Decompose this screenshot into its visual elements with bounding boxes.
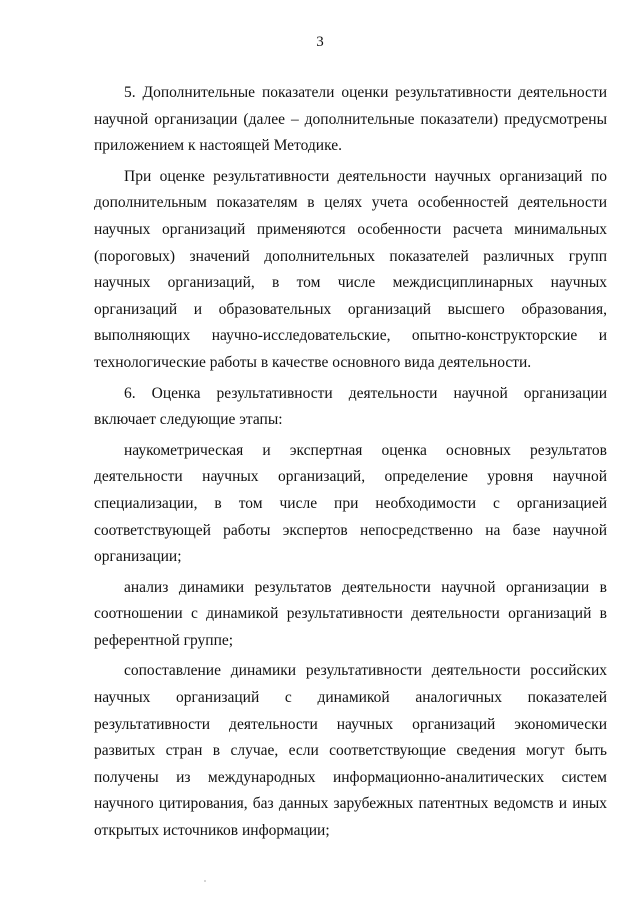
document-body xyxy=(94,80,607,849)
paragraph-assessment-specifics: При оценке результативности деятельности научных организаций по дополнительным показателям в целях учета особенностей деятельности научных организаций применяются особенности расчета минимальных (пороговых) значений дополнительных показателей различных групп научных организаций, в том числе междисциплинарных научных организаций и образовательных организаций высшего образования, выполняющих научно-исследовательские, опытно-конструкторские и технологические работы в качестве основного вида деятельности. xyxy=(94,167,607,371)
list-item-scientometric-assessment: наукометрическая и экспертная оценка основных результатов деятельности научных организаций, определение уровня научной специализации, в том числе при необходимости с организацией соответствующей работы экспертов непосредственно на базе научной организации; xyxy=(94,441,607,566)
page-number: 3 xyxy=(316,34,324,50)
list-item-dynamics-analysis: анализ динамики результатов деятельности научной организации в соотношении с динамикой результативности деятельности организаций в референтной группе; xyxy=(94,578,607,649)
scan-artifact xyxy=(204,880,206,882)
paragraph-6: 6. Оценка результативности деятельности научной организации включает следующие этапы: xyxy=(94,384,607,429)
list-item-international-comparison: сопоставление динамики результативности деятельности российских научных организаций с динамикой аналогичных показателей результативности деятельности научных организаций экономически развитых стран в случае, если соответствующие сведения могут быть получены из международных информационно-аналитических систем научного цитирования, баз данных зарубежных патентных ведомств и иных открытых источников информации; xyxy=(94,662,607,840)
paragraph-5: 5. Дополнительные показатели оценки результативности деятельности научной организации (далее – дополнительные показатели) предусмотрены приложением к настоящей Методике. xyxy=(94,84,607,155)
